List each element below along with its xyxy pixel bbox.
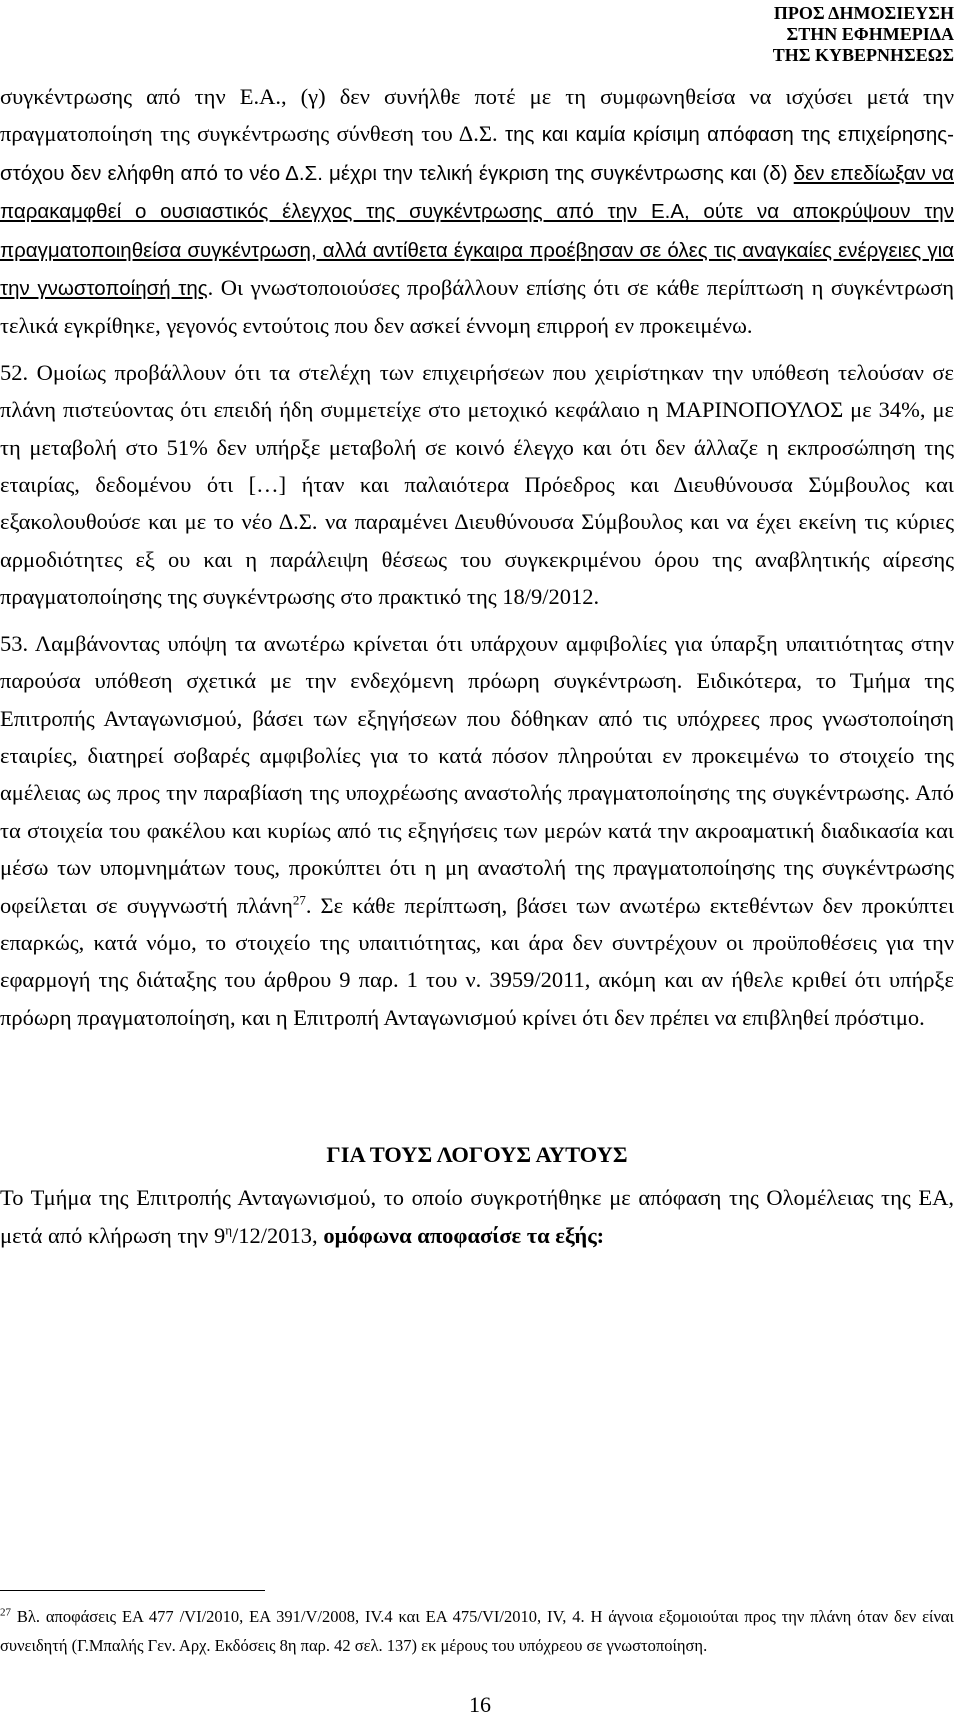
document-body <box>0 78 954 1254</box>
footnote-divider <box>0 1590 265 1591</box>
paragraph-53-part-a: 53. Λαμβάνοντας υπόψη τα ανωτέρω κρίνεται ότι υπάρχουν αμφιβολίες για ύπαρξη υπαιτιότητας στην παρούσα υπόθεση σχετικά με την ενδεχόμενη πρόωρη συγκέντρωση. Ειδικότερα, το Τμήμα της Επιτροπής Ανταγωνισμού, βάσει των εξηγήσεων που δόθηκαν από τις υπόχρεες προς γνωστοποίηση εταιρίες, διατηρεί σοβαρές αμφιβολίες για το κατά πόσον πληρούται εν προκειμένω το στοιχείο της αμέλειας ως προς την παραβίαση της υποχρέωσης αναστολής πραγματοποίησης της συγκέντρωσης. Από τα στοιχεία του φακέλου και κυρίως από τις εξηγήσεις των μερών κατά την ακροαματική διαδικασία και μέσω των υπομνημάτων τους, προκύπτει ότι η μη αναστολή της πραγματοποίησης της συγκέντρωσης οφείλεται σε συγγνωστή πλάνη <box>0 630 954 918</box>
header-line-1: ΠΡΟΣ ΔΗΜΟΣΙΕΥΣΗ <box>773 3 954 23</box>
closing-superscript: η <box>225 1222 233 1238</box>
paragraph-52: 52. Ομοίως προβάλλουν ότι τα στελέχη των επιχειρήσεων που χειρίστηκαν την υπόθεση τελούσαν σε πλάνη πιστεύοντας ότι επειδή ήδη συμμετείχε στο μετοχικό κεφάλαιο η ΜΑΡΙΝΟΠΟΥΛΟΣ με 34%, με τη μεταβολή στο 51% δεν υπήρξε μεταβολή σε κοινό έλεγχο και ότι δεν άλλαζε η εκπροσώπηση της εταιρίας, δεδομένου ότι […] ήταν και παλαιότερα Πρόεδρος και Διευθύνουσα Σύμβουλος και εξακολουθούσε και με το νέο Δ.Σ. να παραμένει Διευθύνουσα Σύμβουλος και να έχει εκείνη τις κύριες αρμοδιότητες εξ ου και η παράλειψη θέσεως του συγκεκριμένου όρου της αναβλητικής αίρεσης πραγματοποίησης της συγκέντρωσης στο πρακτικό της 18/9/2012. <box>0 359 954 610</box>
footnote-text: Βλ. αποφάσεις ΕΑ 477 /VI/2010, ΕΑ 391/V/2008, IV.4 και ΕΑ 475/VI/2010, IV, 4. Η άγνοια εξομοιούται προς την πλάνη όταν δεν είναι συνειδητή (Γ.Μπαλής Γεν. Αρχ. Εκδόσεις 8η παρ. 42 σελ. 137) εκ μέρους του υπόχρεου σε γνωστοποίηση. <box>0 1607 954 1655</box>
publication-header <box>773 3 954 66</box>
footnote-ref-27[interactable]: 27 <box>292 892 306 908</box>
closing-part-b: /12/2013, <box>232 1222 324 1248</box>
footnote-27 <box>0 1602 954 1660</box>
closing-paragraph <box>0 1179 954 1254</box>
header-line-2: ΣΤΗΝ ΕΦΗΜΕΡΙΔΑ <box>786 24 954 44</box>
intro-paragraph <box>0 78 954 345</box>
intro-part-d: . Οι γνωστοποιούσες προβάλλουν επίσης ότι σε κάθε περίπτωση η συγκέντρωση τελικά εγκρίθηκε, γεγονός εντούτοις που δεν ασκεί έννομη επιρροή εν προκειμένω. <box>0 275 954 339</box>
page-number: 16 <box>469 1692 491 1717</box>
closing-part-a: Το Τμήμα της Επιτροπής Ανταγωνισμού, το οποίο συγκροτήθηκε με απόφαση της Ολομέλειας της ΕΑ, μετά από κλήρωση την 9 <box>0 1185 954 1248</box>
paragraph-53 <box>0 625 954 1036</box>
paragraph-53-part-b: . Σε κάθε περίπτωση, βάσει των ανωτέρω εκτεθέντων δεν προκύπτει επαρκώς, κατά νόμο, το στοιχείο της υπαιτιότητας, και άρα δεν συντρέχουν οι προϋποθέσεις για την εφαρμογή της διάταξης του άρθρου 9 παρ. 1 του ν. 3959/2011, ακόμη και αν ήθελε κριθεί ότι υπήρξε πρόωρη πραγματοποίηση, και η Επιτροπή Ανταγωνισμού κρίνει ότι δεν πρέπει να επιβληθεί πρόστιμο. <box>0 892 954 1030</box>
section-heading: ΓΙΑ ΤΟΥΣ ΛΟΓΟΥΣ ΑΥΤΟΥΣ <box>326 1142 628 1168</box>
header-line-3: ΤΗΣ ΚΥΒΕΡΝΗΣΕΩΣ <box>772 45 954 65</box>
intro-part-b: της και καμία κρίσιμη απόφαση της επιχείρησης-στόχου δεν ελήφθη από το νέο Δ.Σ. μέχρι την τελική έγκριση της συγκέντρωσης και (δ) <box>0 123 954 185</box>
closing-bold-decision: ομόφωνα αποφασίσε τα εξής: <box>323 1222 605 1248</box>
intro-underlined-text: δεν επεδίωξαν να παρακαμφθεί ο ουσιαστικός έλεγχος της συγκέντρωσης από την Ε.Α, ούτε να αποκρύψουν την πραγματοποιηθείσα συγκέντρωση, αλλά αντίθετα έγκαιρα προέβησαν σε όλες τις αναγκαίες ενέργειες για την γνωστοποίησή της <box>0 161 954 301</box>
footnote-number: 27 <box>0 1606 11 1619</box>
intro-part-a: συγκέντρωσης από την Ε.Α., (γ) δεν συνήλθε ποτέ με τη συμφωνηθείσα να ισχύσει μετά την πραγματοποίηση της συγκέντρωσης σύνθεση του Δ.Σ. <box>0 84 954 147</box>
